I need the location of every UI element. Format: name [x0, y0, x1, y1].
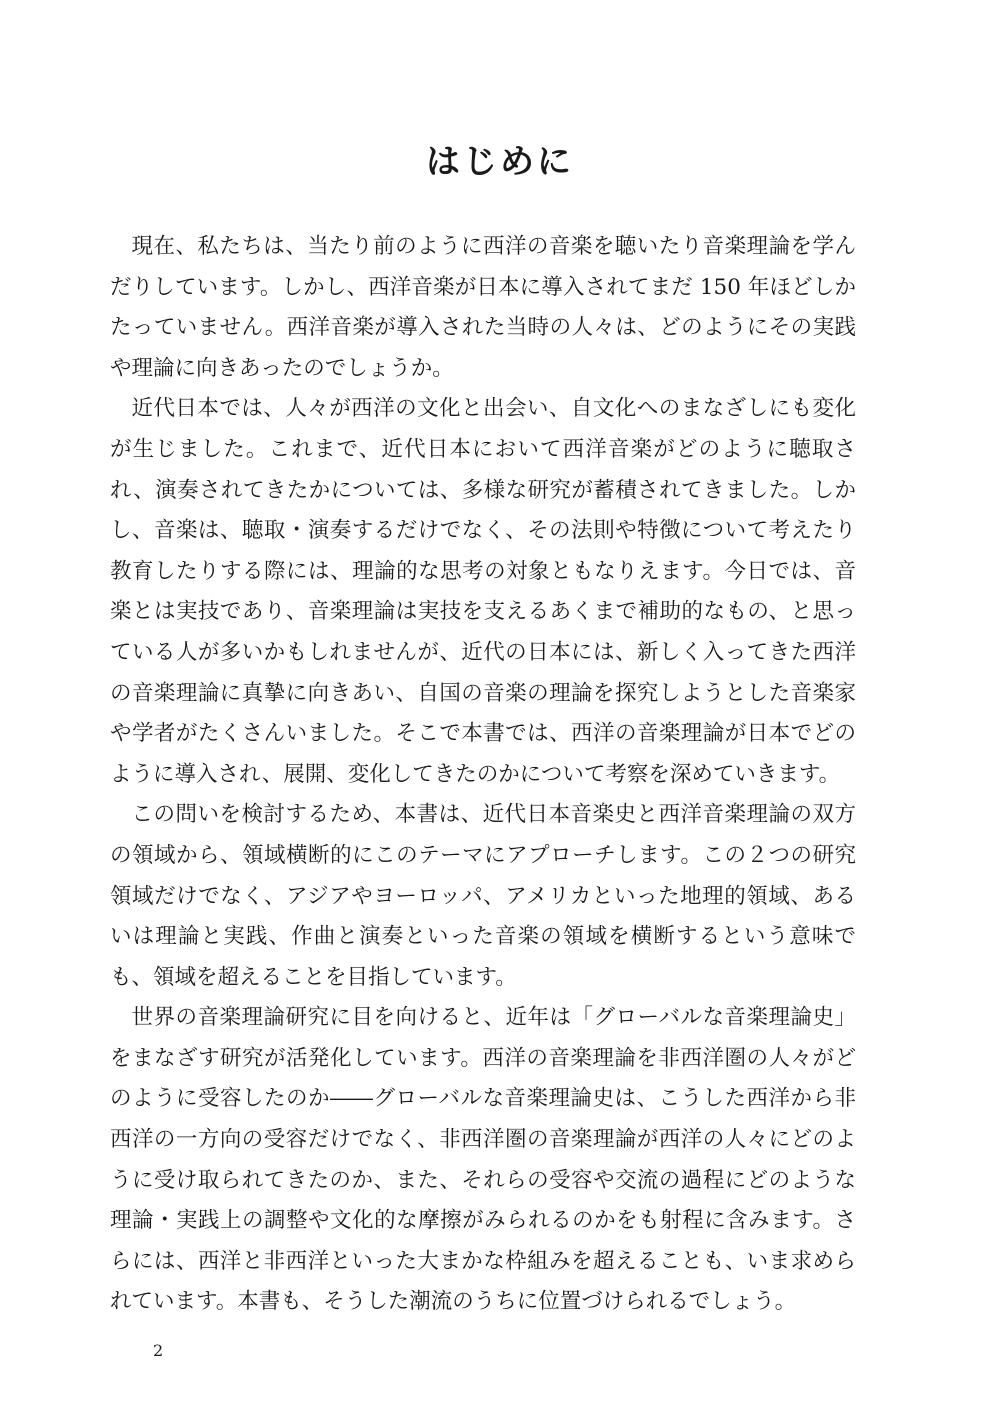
- text-line: 楽とは実技であり、音楽理論は実技を支えるあくまで補助的なもの、と思っ: [110, 599, 856, 625]
- text-line: だりしています。しかし、西洋音楽が日本に導入されてまだ 150 年ほどしか: [110, 274, 856, 300]
- text-line: ように導入され、展開、変化してきたのかについて考察を深めていきます。: [110, 761, 841, 787]
- page-number: 2: [153, 1341, 164, 1360]
- text-line: 領域だけでなく、アジアやヨーロッパ、アメリカといった地理的領域、ある: [110, 883, 856, 909]
- text-line: れ、演奏されてきたかについては、多様な研究が蓄積されてきました。しか: [110, 477, 856, 503]
- text-line: 西洋の一方向の受容だけでなく、非西洋圏の音楽理論が西洋の人々にどのよ: [110, 1127, 856, 1153]
- text-line: うに受け取られてきたのか、また、それらの受容や交流の過程にどのような: [110, 1167, 856, 1193]
- text-line: も、領域を超えることを目指しています。: [110, 964, 517, 990]
- text-line: や理論に向きあったのでしょうか。: [110, 355, 454, 381]
- text-line: 世界の音楽理論研究に目を向けると、近年は「グローバルな音楽理論史」: [131, 1005, 856, 1031]
- body-text: [110, 227, 856, 1323]
- text-line: の音楽理論に真摯に向きあい、自国の音楽の理論を探究しようとした音楽家: [110, 680, 856, 706]
- text-line: ている人が多いかもしれませんが、近代の日本には、新しく入ってきた西洋: [110, 639, 856, 665]
- text-line: れています。本書も、そうした潮流のうちに位置づけられるでしょう。: [110, 1289, 797, 1315]
- text-line: の領域から、領域横断的にこのテーマにアプローチします。この２つの研究: [110, 842, 856, 868]
- text-line: し、音楽は、聴取・演奏するだけでなく、その法則や特徴について考えたり: [110, 518, 856, 544]
- text-line: この問いを検討するため、本書は、近代日本音楽史と西洋音楽理論の双方: [131, 802, 856, 828]
- text-line: をまなざす研究が活発化しています。西洋の音楽理論を非西洋圏の人々がど: [110, 1045, 856, 1071]
- text-line: 現在、私たちは、当たり前のように西洋の音楽を聴いたり音楽理論を学ん: [131, 234, 856, 259]
- text-line: や学者がたくさんいました。そこで本書では、西洋の音楽理論が日本でどの: [110, 721, 856, 747]
- page-title: はじめに: [426, 142, 574, 182]
- text-line: が生じました。これまで、近代日本において西洋音楽がどのように聴取さ: [110, 436, 856, 462]
- text-line: 理論・実践上の調整や文化的な摩擦がみられるのかをも射程に含みます。さ: [110, 1208, 856, 1234]
- text-line: 近代日本では、人々が西洋の文化と出会い、自文化へのまなざしにも変化: [131, 396, 856, 422]
- text-line: 教育したりする際には、理論的な思考の対象ともなりえます。今日では、音: [110, 558, 856, 584]
- text-line: たっていません。西洋音楽が導入された当時の人々は、どのようにその実践: [110, 315, 856, 341]
- text-line: のように受容したのか――グローバルな音楽理論史は、こうした西洋から非: [110, 1086, 856, 1112]
- text-line: らには、西洋と非西洋といった大まかな枠組みを超えることも、いま求めら: [110, 1248, 856, 1274]
- text-line: いは理論と実践、作曲と演奏といった音楽の領域を横断するという意味で: [110, 924, 856, 950]
